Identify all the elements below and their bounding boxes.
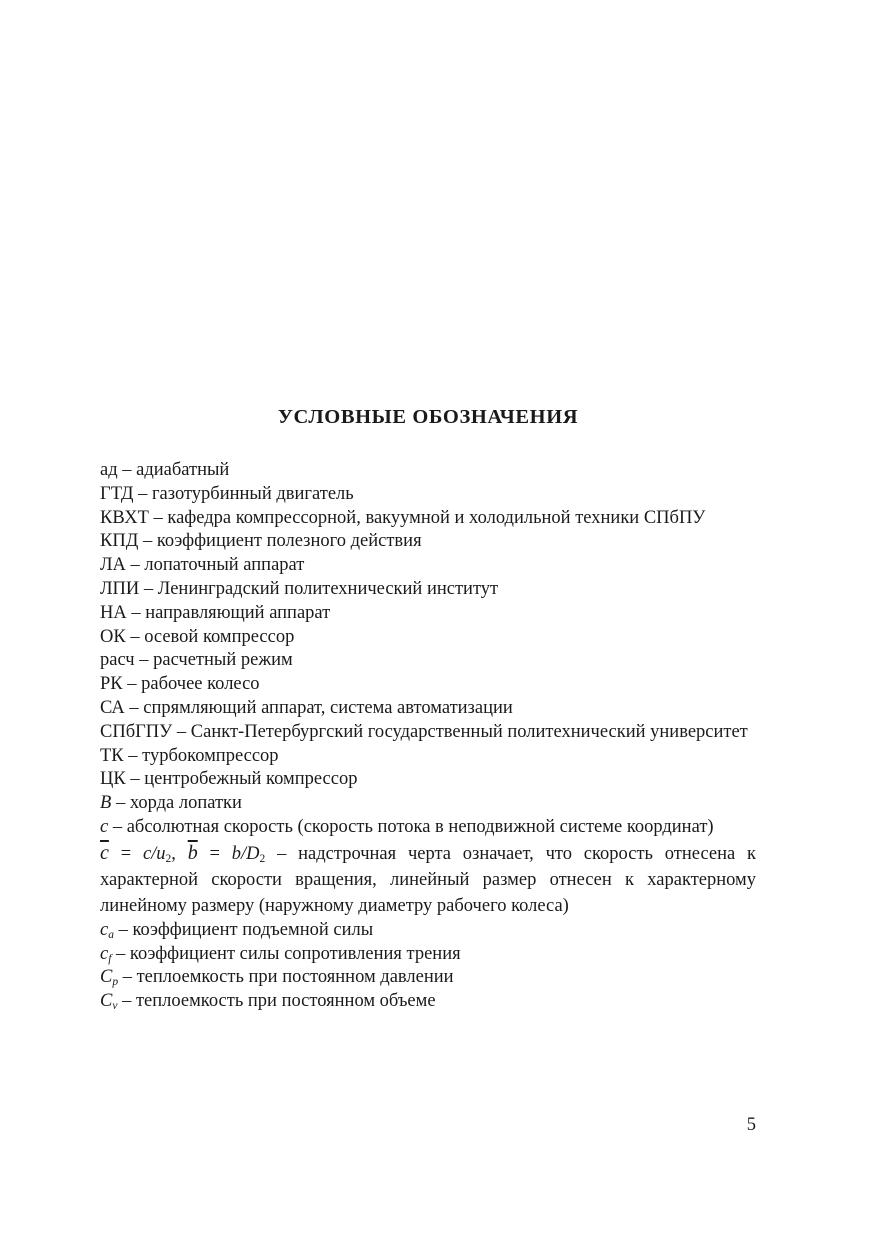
entry-definition: спрямляющий аппарат, система автоматизации (143, 697, 513, 718)
entry-term: ТК (100, 745, 124, 766)
entry-definition: центробежный компрессор (144, 769, 358, 790)
entry-definition: адиабатный (136, 460, 230, 480)
abbreviation-entry: СА – спрямляющий аппарат, система автоматизации (100, 697, 513, 718)
overline-symbol-c: $\overline{c}$ (100, 841, 109, 864)
abbreviation-entry: НА – направляющий аппарат (100, 602, 331, 623)
symbol: C (100, 991, 113, 1012)
symbol-subscript: f (108, 952, 112, 965)
abbreviation-entry: РК – рабочее колесо (100, 674, 260, 695)
entry-term: КВХТ (100, 507, 149, 528)
abbreviation-entry: ТК – турбокомпрессор (100, 745, 279, 766)
entry-definition: хорда лопатки (129, 793, 242, 814)
formula-b: b/D (231, 843, 260, 864)
abbreviation-entry: СПбГПУ – Санкт-Петербургский государственный политехнический университет (100, 721, 748, 742)
symbol-entry: $C_v$ – теплоемкость при постоянном объеме (100, 991, 436, 1013)
symbol: C (100, 967, 113, 988)
entry-term: расч (100, 650, 135, 671)
entry-definition: рабочее колесо (141, 674, 260, 695)
symbol: c (100, 919, 109, 940)
abbreviation-entry: ЦК – центробежный компрессор (100, 769, 358, 790)
entry-term: КПД (100, 531, 139, 552)
entry-term: ЛА (100, 555, 126, 576)
symbol-entry: $C_p$ – теплоемкость при постоянном давлении (100, 967, 454, 989)
entry-definition: Санкт-Петербургский государственный политехнический университет (190, 721, 748, 742)
entry-term: НА (100, 602, 127, 623)
entry-term: РК (100, 674, 123, 695)
entry-definition: коэффициент полезного действия (156, 531, 422, 552)
symbol-entry: c – абсолютная скорость (скорость потока в неподвижной системе координат) (100, 816, 714, 837)
page-title: УСЛОВНЫЕ ОБОЗНАЧЕНИЯ (277, 406, 579, 428)
entry-definition: направляющий аппарат (145, 602, 331, 623)
entry-term: ГТД (100, 483, 134, 504)
symbol-entry: $c_f$ – коэффициент силы сопротивления трения (100, 943, 461, 965)
abbreviation-entry: ГТД – газотурбинный двигатель (100, 483, 354, 504)
abbreviation-entry: ЛА – лопаточный аппарат (100, 555, 305, 576)
entry-definition: кафедра компрессорной, вакуумной и холодильной техники СПбПУ (167, 507, 706, 528)
entry-term: СПбГПУ (100, 721, 173, 742)
formula-b-subscript: 2 (259, 852, 266, 865)
entry-term: ЦК (100, 769, 126, 790)
entry-definition: коэффициент подъемной силы (132, 919, 374, 940)
abbreviation-entry: КВХТ – кафедра компрессорной, вакуумной и холодильной техники СПбПУ (100, 507, 706, 528)
overline-symbol-b: $\overline{b}$ (187, 841, 198, 864)
entry-definition: коэффициент силы сопротивления трения (129, 943, 461, 964)
symbol-subscript: a (108, 928, 114, 941)
entry-definition: газотурбинный двигатель (151, 483, 354, 504)
entry-term: ОК (100, 626, 126, 647)
symbol: B (100, 793, 112, 814)
entry-definition: расчетный режим (153, 650, 293, 671)
symbol-entry: B – хорда лопатки (100, 793, 242, 814)
abbreviation-entry: расч – расчетный режим (100, 650, 293, 671)
page-number: 5 (746, 1115, 756, 1135)
entry-definition: осевой компрессор (144, 626, 295, 647)
entry-definition: турбокомпрессор (142, 745, 279, 766)
abbreviation-entry: ОК – осевой компрессор (100, 626, 295, 647)
symbol-entry: $c_a$ – коэффициент подъемной силы (100, 919, 374, 941)
entry-definition: теплоемкость при постоянном давлении (136, 967, 454, 988)
symbol-subscript: v (112, 1000, 118, 1013)
symbol-subscript: p (112, 976, 119, 989)
abbreviation-entry: ад – адиабатный (100, 460, 230, 480)
entry-definition: Ленинградский политехнический институт (157, 578, 499, 599)
entry-definition: теплоемкость при постоянном объеме (135, 991, 436, 1012)
abbreviation-entry: КПД – коэффициент полезного действия (100, 531, 422, 552)
entry-term: СА (100, 697, 125, 718)
symbol: c (100, 816, 109, 837)
entry-term: ЛПИ (100, 578, 140, 599)
entry-term: ад (100, 460, 118, 480)
formula-c: c/u (142, 843, 166, 864)
notation-list (100, 459, 756, 1014)
entry-definition: надстрочная черта означает, что скорость отнесена к характерной скорости вращения, линейный размер отнесен к характерному линейному размеру (наружному диаметру рабочего колеса) (100, 843, 757, 916)
symbol: c (100, 943, 109, 964)
abbreviation-entry: ЛПИ – Ленинградский политехнический институт (100, 578, 499, 599)
symbol-entry-overline: $\overline{c} = c/u_2$, $\overline{b} = b/D_2$ – надстрочная черта означает, что скорость отнесена к характерной скорости вращения, линейный размер отнесен к характерному линейному размеру (наружному диаметру рабочего колеса) (100, 841, 757, 916)
formula-c-subscript: 2 (165, 852, 172, 865)
entry-definition: абсолютная скорость (скорость потока в неподвижной системе координат) (126, 816, 714, 837)
entry-definition: лопаточный аппарат (144, 555, 305, 576)
